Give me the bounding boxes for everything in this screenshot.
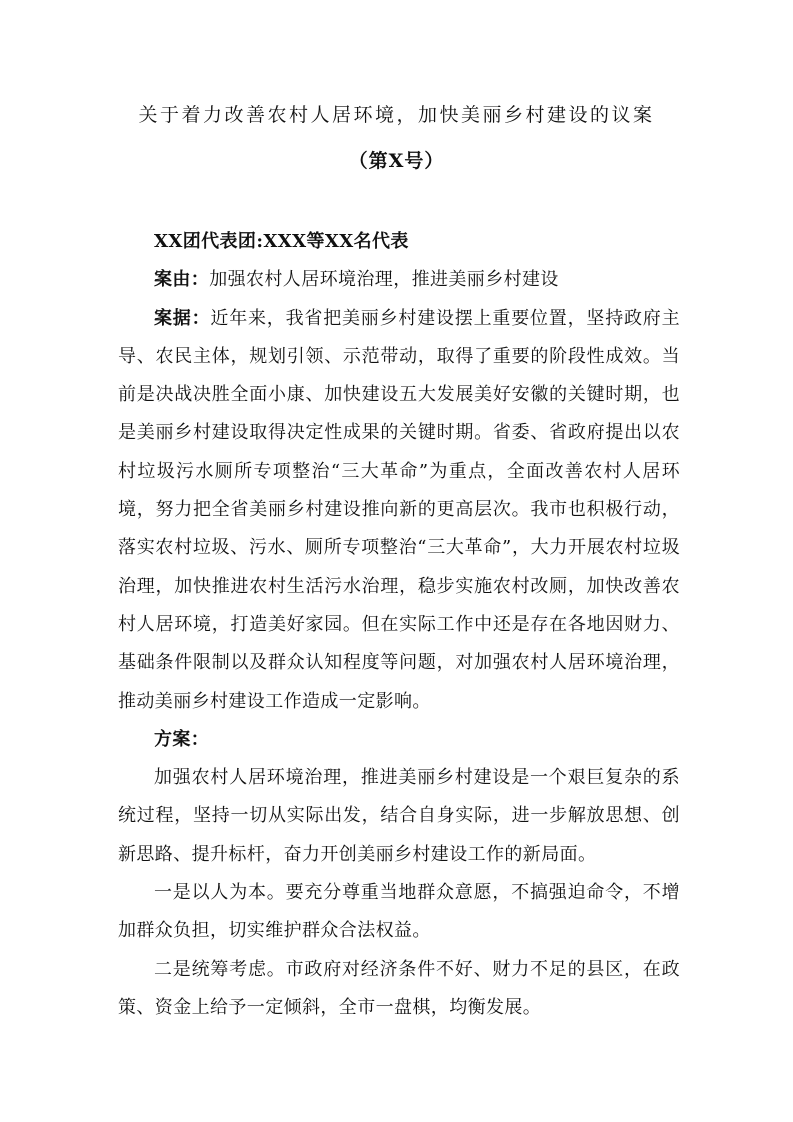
document-body: [118, 223, 680, 1027]
proposer-line: XX团代表团:XXX等XX名代表: [154, 231, 409, 252]
basis-label: 案据：: [154, 307, 211, 329]
point-two-paragraph: 二是统筹考虑。市政府对经济条件不好、财力不足的县区，在政策、资金上给予一定倾斜，全市一盘棋，均衡发展。: [118, 958, 680, 1018]
cause-label: 案由：: [154, 269, 210, 291]
plan-intro-paragraph: 加强农村人居环境治理，推进美丽乡村建设是一个艰巨复杂的系统过程，坚持一切从实际出发，结合自身实际，进一步解放思想、创新思路、提升标杆，奋力开创美丽乡村建设工作的新局面。: [118, 767, 680, 865]
point-one-paragraph: 一是以人为本。要充分尊重当地群众意愿，不搞强迫命令，不增加群众负担，切实维护群众合法权益。: [118, 882, 680, 942]
document-number: （第X号）: [348, 150, 445, 172]
basis-text: 近年来，我省把美丽乡村建设摆上重要位置，坚持政府主导、农民主体，规划引领、示范带动，取得了重要的阶段性成效。当前是决战决胜全面小康、加快建设五大发展美好安徽的关键时期，也是美丽乡村建设取得决定性成果的关键时期。省委、省政府提出以农村垃圾污水厕所专项整治“三大革命”为重点，全面改善农村人居环境，努力把全省美丽乡村建设推向新的更高层次。我市也积极行动，落实农村垃圾、污水、厕所专项整治“三大革命”，大力开展农村垃圾治理，加快推进农村生活污水治理，稳步实施农村改厕，加快改善农村人居环境，打造美好家园。但在实际工作中还是存在各地因财力、基础条件限制以及群众认知程度等问题，对加强农村人居环境治理，推动美丽乡村建设工作造成一定影响。: [118, 307, 681, 712]
plan-label: 方案：: [154, 728, 210, 750]
cause-text: 加强农村人居环境治理，推进美丽乡村建设: [209, 269, 559, 291]
cause-paragraph: [118, 261, 680, 299]
document-title: 关于着力改善农村人居环境，加快美丽乡村建设的议案: [138, 104, 655, 126]
basis-paragraph: [118, 300, 680, 721]
